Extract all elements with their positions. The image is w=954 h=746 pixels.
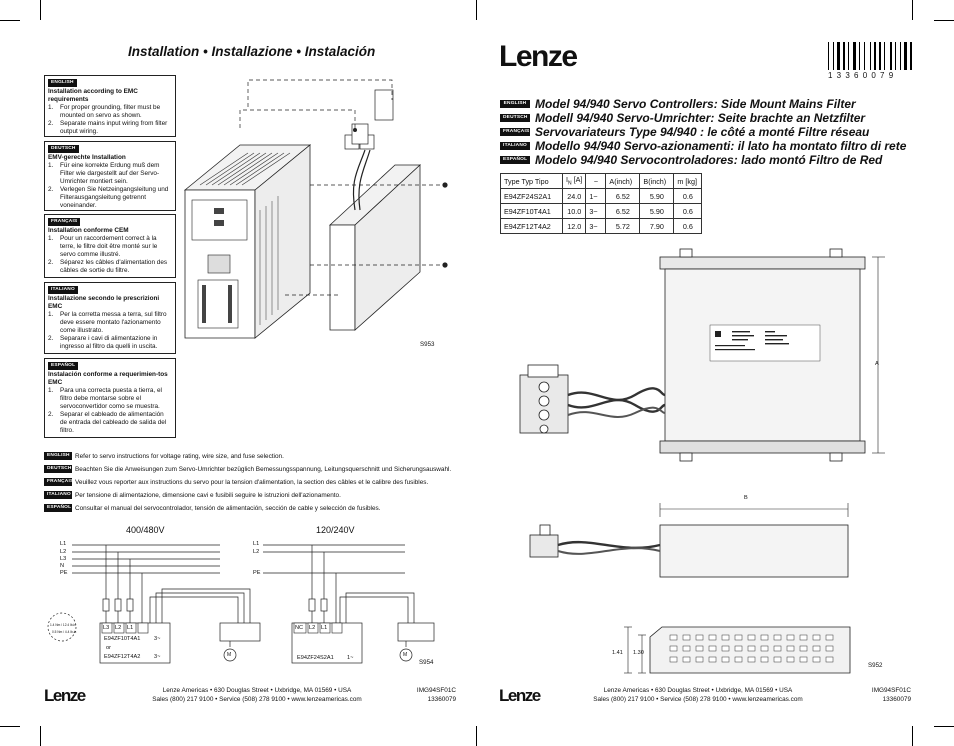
dimension-b-label: B [744, 495, 748, 501]
vent-slot [813, 646, 820, 651]
column-header-b: B(inch) [640, 174, 674, 189]
vent-slot [800, 657, 807, 662]
table-row: E94ZF12T4A2 12.0 3~ 5.72 7.90 0.6 [501, 219, 702, 234]
vent-slot [761, 646, 768, 651]
language-tag: ENGLISH [44, 452, 72, 460]
barcode-bar [833, 42, 834, 70]
vent-slot [735, 646, 742, 651]
list-item: 1. Pour un raccordement correct à la terre, le filtre doit être monté sur le servo comme illustré. [48, 235, 158, 258]
terminal-label: NC [295, 625, 304, 631]
barcode-bar [864, 42, 865, 70]
column-header-current: $I_N$ [A] [563, 174, 586, 189]
note-text: Consultar el manual del servocontrolador, tensión de alimentación, sección de cable y selección de fusibles. [75, 505, 381, 512]
vent-slot [670, 646, 677, 651]
note-text: Veuillez vous reporter aux instructions du servo pour la tension d'alimentation, la section des câbles et le calibre des fusibles. [75, 479, 429, 486]
vent-slot [800, 635, 807, 640]
vent-slot [748, 646, 755, 651]
barcode [828, 42, 912, 70]
crop-mark [934, 20, 954, 21]
crop-mark [912, 0, 913, 20]
note-row [44, 504, 381, 515]
dimension-a-label: A [875, 361, 879, 367]
note-text: Beachten Sie die Anweisungen zum Servo-Umrichter bezüglich Bemessungsspannung, Leitungsquerschnitt und Sicherungsauswahl. [75, 466, 452, 473]
column-header-a: A(inch) [606, 174, 640, 189]
vent-slot [774, 646, 781, 651]
note-row [44, 465, 451, 476]
vent-slot [826, 635, 833, 640]
vent-slot [813, 657, 820, 662]
language-tag: DEUTSCH [500, 114, 530, 122]
vent-slot [761, 635, 768, 640]
column-header-type: Type Typ Tipo [501, 174, 563, 189]
model-title-row [500, 123, 869, 137]
document-code: IMG94SF01C 13360079 [871, 687, 911, 703]
language-tag: ITALIANO [44, 491, 72, 499]
note-text: Per tensione di alimentazione, dimensione cavi e fusibili seguire le istruzioni dell'azionamento. [75, 492, 341, 499]
line-label: L2 [60, 549, 67, 555]
dimension-130-label: 1.30 [633, 650, 644, 656]
filter-model: E94ZF24S2A1 [297, 655, 334, 661]
model-title-row [500, 95, 856, 109]
list-item: 2. Separar el cableado de alimentación de entrada del cableado de salida del filtro. [48, 411, 167, 434]
language-tag: ESPAÑOL [44, 504, 72, 512]
vent-slot [722, 657, 729, 662]
table-row: E94ZF24S2A1 24.0 1~ 6.52 5.90 0.6 [501, 189, 702, 204]
list-item: 2. Separare i cavi di alimentazione in ingresso al filtro da quelli in uscita. [48, 335, 158, 350]
language-tag: ITALIANO [48, 286, 78, 294]
note-text: Refer to servo instructions for voltage rating, wire size, and fuse selection. [75, 453, 284, 460]
language-tag: ENGLISH [500, 100, 530, 108]
barcode-bar [874, 42, 876, 70]
table-row: E94ZF10T4A1 10.0 3~ 6.52 5.90 0.6 [501, 204, 702, 219]
instruction-box-italiano [44, 282, 176, 354]
barcode-bar [837, 42, 840, 70]
torque-label: 0.5 Nm / 4.4 lb-in [52, 630, 77, 634]
crop-mark [0, 726, 20, 727]
barcode-bar [853, 42, 856, 70]
motor-label: M [403, 652, 408, 658]
crop-mark [0, 20, 20, 21]
model-title: Modell 94/940 Servo-Umrichter: Seite brachte an Netzfilter [535, 110, 866, 125]
vent-slot [696, 635, 703, 640]
line-label: L1 [60, 541, 67, 547]
model-title-row [500, 109, 865, 123]
list-item: 2. Separate mains input wiring from filter output wiring. [48, 120, 168, 135]
box-heading: Instalación conforme a requerimien-tos EMC [48, 371, 168, 386]
filter-front-view [500, 245, 890, 475]
instruction-box-english [44, 75, 176, 137]
model-title: Modelo 94/940 Servocontroladores: lado montó Filtro de Red [535, 152, 883, 167]
column-header-phase: ~ [586, 174, 606, 189]
table-header-row [501, 174, 702, 189]
vent-slot [787, 646, 794, 651]
box-heading: Installation conforme CEM [48, 227, 129, 234]
line-label: L3 [60, 556, 67, 562]
crop-mark [476, 726, 477, 746]
line-label: N [60, 563, 65, 569]
phase-label: 3~ [154, 636, 161, 642]
figure-code: S954 [419, 659, 434, 666]
terminal-label: L1 [127, 625, 134, 631]
motor-label: M [227, 652, 232, 658]
line-label: PE [253, 570, 261, 576]
torque-label: 1.4 Nm / 12.4 lb-in [50, 623, 77, 627]
barcode-bar [848, 42, 849, 70]
phase-label: 1~ [347, 655, 354, 661]
barcode-bar [843, 42, 845, 70]
lenze-logo: Lenze [499, 686, 540, 705]
language-tag: FRANÇAIS [48, 218, 80, 226]
barcode-bar [828, 42, 829, 70]
line-label: PE [60, 570, 68, 576]
vent-slot [761, 657, 768, 662]
lenze-logo: Lenze [499, 40, 577, 73]
footer-address: Lenze Americas • 630 Douglas Street • Uxbridge, MA 01569 • USA Sales (800) 217 9100 • Service (508) 278 9100 • www.lenzeamericas.com [593, 687, 803, 703]
vent-slot [683, 635, 690, 640]
instruction-box-deutsch [44, 141, 176, 211]
spec-table [500, 173, 702, 234]
filter-model: E94ZF10T4A1 [104, 636, 141, 642]
vent-slot [709, 646, 716, 651]
barcode-bar [904, 42, 907, 70]
language-tag: ENGLISH [48, 79, 77, 87]
vent-slot [774, 635, 781, 640]
language-tag: FRANÇAIS [500, 128, 530, 136]
document-code: IMG94SF01C 13360079 [416, 687, 456, 703]
vent-slot [774, 657, 781, 662]
barcode-bar [900, 42, 901, 70]
vent-slot [826, 657, 833, 662]
terminal-label: L2 [309, 625, 316, 631]
list-item: 1. For proper grounding, filter must be mounted on servo as shown. [48, 104, 161, 119]
vent-slot [800, 646, 807, 651]
box-heading: Installazione secondo le prescrizioni EMC [48, 295, 160, 310]
vent-slot [722, 646, 729, 651]
instruction-box-francais [44, 214, 176, 278]
barcode-bar [884, 42, 885, 70]
column-header-mass: m [kg] [674, 174, 702, 189]
barcode-bar [859, 42, 860, 70]
vent-slot [748, 657, 755, 662]
barcode-bar [890, 42, 892, 70]
vent-slot [683, 646, 690, 651]
barcode-bar [910, 42, 912, 70]
voltage-label-400: 400/480V [126, 525, 165, 535]
vent-slot [813, 635, 820, 640]
crop-mark [40, 726, 41, 746]
list-item: 1. Per la corretta messa a terra, sul filtro deve essere montato l'azionamento come illustrato. [48, 311, 167, 334]
list-item: 2. Séparez les câbles d'alimentation des câbles de sortie du filtre. [48, 259, 168, 274]
list-item: 2. Verlegen Sie Netzeingangsleitung und Filterausgangsleitung getrennt voneinander. [48, 186, 169, 209]
vent-slot [709, 657, 716, 662]
wiring-diagram [40, 535, 440, 675]
vent-slot [709, 635, 716, 640]
filter-model: E94ZF12T4A2 [104, 654, 141, 660]
crop-mark [934, 726, 954, 727]
lenze-logo: Lenze [44, 686, 85, 705]
vent-slot [722, 635, 729, 640]
language-tag: DEUTSCH [48, 145, 79, 153]
phase-label: 3~ [154, 654, 161, 660]
vent-slot [787, 657, 794, 662]
vent-slot [683, 657, 690, 662]
dimension-141-label: 1.41 [612, 650, 623, 656]
vent-slot [735, 635, 742, 640]
box-heading: EMV-gerechte Installation [48, 154, 126, 161]
language-tag: ESPAÑOL [500, 156, 530, 164]
box-heading: Installation according to EMC requirements [48, 88, 138, 103]
vent-slot [670, 657, 677, 662]
language-tag: FRANÇAIS [44, 478, 72, 486]
vent-slot [735, 657, 742, 662]
language-tag: ITALIANO [500, 142, 530, 150]
figure-code: S953 [420, 341, 435, 348]
list-item: 1. Für eine korrekte Erdung muß dem Filter wie dargestellt auf der Servo-Umrichter montiert sein. [48, 162, 160, 185]
model-title: Modello 94/940 Servo-azionamenti: il lato ha montato filtro di rete [535, 138, 907, 153]
terminal-label: L2 [115, 625, 122, 631]
vent-slot [696, 646, 703, 651]
line-label: L1 [253, 541, 260, 547]
barcode-bar [879, 42, 881, 70]
terminal-label: L1 [321, 625, 328, 631]
vent-slot [696, 657, 703, 662]
terminal-label: L3 [103, 625, 110, 631]
vent-slot [748, 635, 755, 640]
page-title: Installation • Installazione • Instalación [128, 44, 376, 59]
vent-slot [826, 646, 833, 651]
model-title-row [500, 151, 882, 165]
voltage-label-120: 120/240V [316, 525, 355, 535]
footer-address: Lenze Americas • 630 Douglas Street • Uxbridge, MA 01569 • USA Sales (800) 217 9100 • Service (508) 278 9100 • www.lenzeamericas.com [152, 687, 362, 703]
vent-slot [670, 635, 677, 640]
vent-slot [787, 635, 794, 640]
barcode-bar [895, 42, 896, 70]
model-title: Servovariateurs Type 94/940 : le côté a monté Filtre réseau [535, 124, 870, 139]
installation-illustration [180, 60, 450, 360]
model-title-row [500, 137, 906, 151]
figure-code: S952 [868, 662, 883, 669]
line-label: L2 [253, 549, 260, 555]
note-row [44, 452, 284, 463]
crop-mark [912, 726, 913, 746]
crop-mark [40, 0, 41, 20]
barcode-number: 1 3 3 6 0 0 7 9 [828, 71, 895, 80]
instruction-box-espanol [44, 358, 176, 438]
note-row [44, 478, 428, 489]
filter-top-view [500, 495, 890, 675]
language-tag: ESPAÑOL [48, 362, 78, 370]
model-title: Model 94/940 Servo Controllers: Side Mount Mains Filter [535, 96, 856, 111]
or-label: or [106, 645, 111, 651]
crop-mark [476, 0, 477, 20]
note-row [44, 491, 341, 502]
language-tag: DEUTSCH [44, 465, 72, 473]
list-item: 1. Para una correcta puesta a tierra, el filtro debe montarse sobre el servoconvertidor como se muestra. [48, 387, 162, 410]
barcode-bar [870, 42, 871, 70]
